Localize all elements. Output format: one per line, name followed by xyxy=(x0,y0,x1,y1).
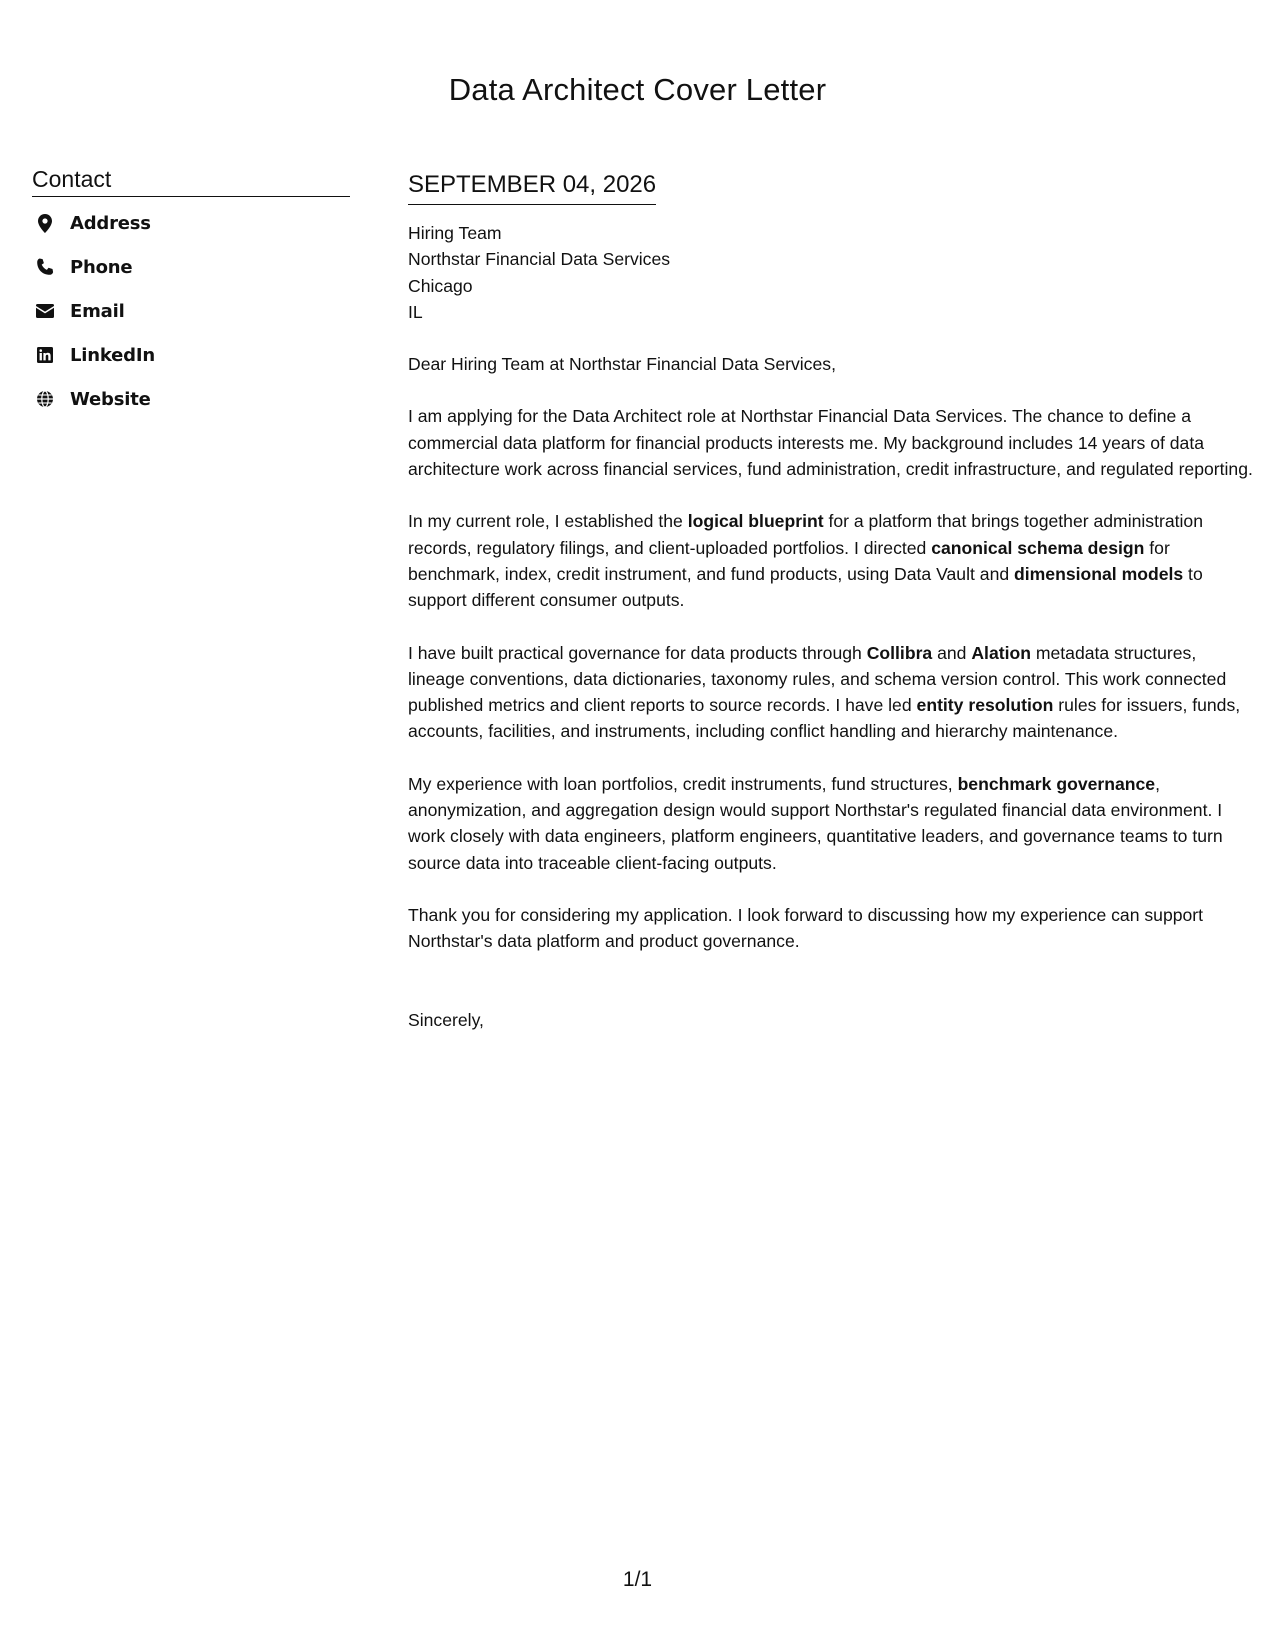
contact-label-linkedin: LinkedIn xyxy=(70,344,155,366)
document-title: Data Architect Cover Letter xyxy=(448,72,827,107)
paragraph-text: Thank you for considering my application. I look forward to discussing how my experience can support Northstar's data platform and product governance. xyxy=(408,904,1204,952)
contact-heading: Contact xyxy=(32,166,350,197)
letter-date: SEPTEMBER 04, 2026 xyxy=(408,170,656,205)
contact-sidebar xyxy=(32,166,350,433)
globe-icon xyxy=(34,389,56,409)
recipient-city: Chicago xyxy=(408,275,473,296)
closing: Sincerely, xyxy=(408,1009,484,1030)
paragraph-text: I have built practical governance for data products through xyxy=(408,642,867,663)
recipient-block xyxy=(408,220,1253,325)
contact-item-phone xyxy=(32,257,350,277)
linkedin-icon xyxy=(34,345,56,365)
contact-label-phone: Phone xyxy=(70,256,133,278)
body-paragraph xyxy=(408,640,1253,745)
paragraph-text: In my current role, I established the xyxy=(408,511,688,532)
letter-paragraphs xyxy=(408,403,1253,954)
contact-item-website xyxy=(32,389,350,409)
emphasized-text: dimensional models xyxy=(1014,563,1184,584)
body-paragraph xyxy=(408,403,1253,482)
letter-body xyxy=(408,170,1253,1033)
contact-item-email xyxy=(32,301,350,321)
paragraph-text: rules for issuers, funds, accounts, facilities, and instruments, including conflict handling and hierarchy maintenance. xyxy=(408,695,1241,742)
paragraph-text: My experience with loan portfolios, credit instruments, fund structures, xyxy=(408,773,958,794)
contact-list xyxy=(32,213,350,409)
paragraph-text: for a platform that brings together administration records, regulatory filings, and client-uploaded portfolios. I directed xyxy=(408,511,1203,558)
paragraph-text: , anonymization, and aggregation design would support Northstar's regulated financial data environment. I work closely with data engineers, platform engineers, quantitative leaders, and governance teams to turn source data into traceable client-facing outputs. xyxy=(408,773,1223,873)
contact-label-email: Email xyxy=(70,300,125,322)
recipient-state: IL xyxy=(408,301,423,322)
salutation: Dear Hiring Team at Northstar Financial Data Services, xyxy=(408,354,836,375)
emphasized-text: entity resolution xyxy=(916,695,1054,716)
emphasized-text: canonical schema design xyxy=(931,537,1145,558)
recipient-company: Northstar Financial Data Services xyxy=(408,249,671,270)
emphasized-text: benchmark governance xyxy=(957,773,1156,794)
emphasized-text: Alation xyxy=(971,642,1031,663)
contact-item-address xyxy=(32,213,350,233)
recipient-name: Hiring Team xyxy=(408,223,502,243)
contact-item-linkedin xyxy=(32,345,350,365)
paragraph-text: to support different consumer outputs. xyxy=(408,563,1203,611)
envelope-icon xyxy=(34,301,56,321)
map-pin-icon xyxy=(34,213,56,233)
contact-label-website: Website xyxy=(70,388,151,410)
paragraph-text: I am applying for the Data Architect role at Northstar Financial Data Services. The chance to define a commercial data platform for financial products interests me. My background includes 14 years of data architecture work across financial services, fund administration, credit infrastructure, and regulated reporting. xyxy=(408,406,1253,480)
phone-icon xyxy=(34,257,56,277)
body-paragraph xyxy=(408,508,1253,613)
emphasized-text: Collibra xyxy=(866,642,933,663)
emphasized-text: logical blueprint xyxy=(687,511,824,532)
body-paragraph xyxy=(408,902,1253,955)
paragraph-text: metadata structures, lineage conventions, data dictionaries, taxonomy rules, and schema version control. This work connected published metrics and client reports to source records. I have led xyxy=(408,642,1227,716)
page-number: 1/1 xyxy=(622,1568,653,1591)
contact-label-address: Address xyxy=(70,212,151,234)
paragraph-text: for benchmark, index, credit instrument, and fund products, using Data Vault and xyxy=(408,537,1170,584)
body-paragraph xyxy=(408,771,1253,876)
paragraph-text: and xyxy=(932,642,972,663)
